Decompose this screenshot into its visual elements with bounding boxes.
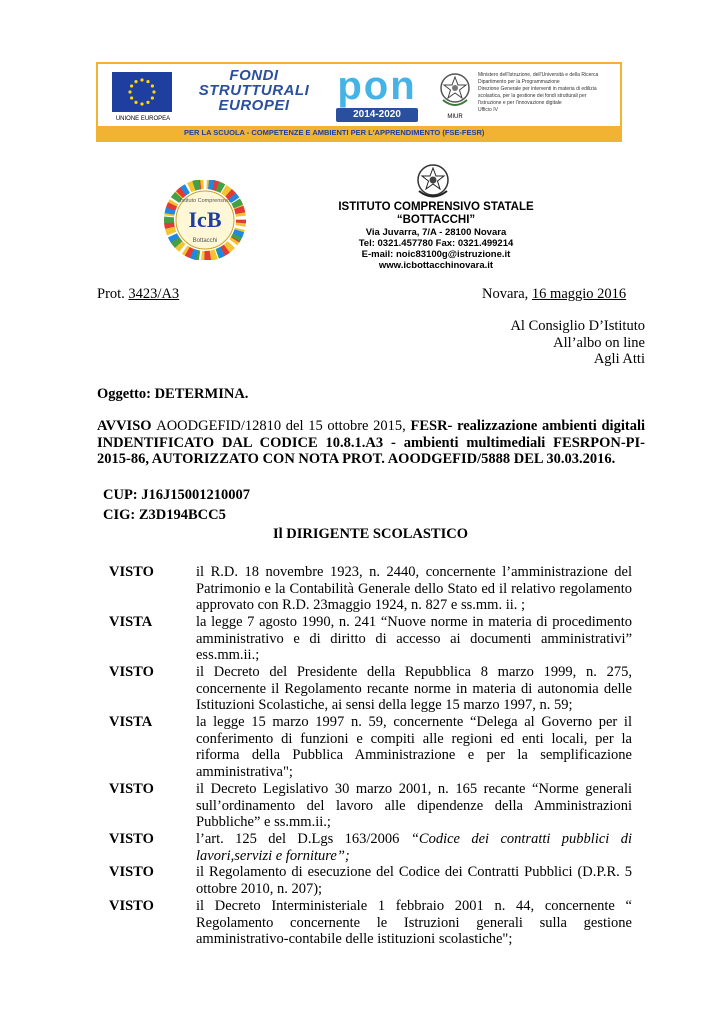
pon-years: 2014-2020: [336, 108, 418, 122]
prot-value: 3423/A3: [128, 286, 180, 302]
logo-letters: IcB: [188, 207, 222, 232]
consideration-label: VISTA: [109, 614, 153, 630]
consideration-label: VISTO: [109, 664, 154, 680]
recipients: [400, 318, 645, 368]
avviso-paragraph: [97, 418, 645, 468]
fondi-line-1: FONDI: [229, 67, 279, 84]
eu-flag-icon: [112, 72, 172, 112]
date-place: Novara,: [482, 286, 532, 302]
pon-banner: [96, 62, 622, 142]
banner-strip: PER LA SCUOLA - COMPETENZE E AMBIENTI PER L'APPRENDIMENTO (FSE-FESR): [98, 126, 620, 140]
avviso-reference: AOODGEFID/12810 del 15 ottobre 2015,: [156, 418, 411, 434]
consideration-text: il Decreto del Presidente della Repubblica 8 marzo 1999, n. 275, concernente il Regolamento recante norme in materia di autonomia delle Istituzioni Scolastiche, ai sensi della legge 15 marzo 1997, n. 59;: [196, 664, 632, 713]
consideration-text: la legge 15 marzo 1997 n. 59, concernente “Delega al Governo per il conferimento di funzioni e compiti alle regioni ed enti locali, per la riforma della Pubblica Amministrazione e per la semplificazione amministrativa";: [196, 714, 632, 780]
consideration-label: VISTO: [109, 781, 154, 797]
consideration-text: il R.D. 18 novembre 1923, n. 2440, concernente l’amministrazione del Patrimonio e la Contabilità Generale dello Stato ed il relativo regolamento approvato con R.D. 23maggio 1924, n. 827 e ss.mm. ii. ;: [196, 564, 632, 613]
dirigente-heading: Il DIRIGENTE SCOLASTICO: [273, 526, 468, 542]
school-logo: [155, 180, 255, 260]
avviso-details: FESR- realizzazione ambienti digitali INDENTIFICATO DAL CODICE 10.8.1.A3 - ambienti multimediali FESRPON-PI-2015-86, AUTORIZZATO CON NOTA PROT. AOODGEFID/5888 DEL 30.03.2016.: [97, 418, 645, 467]
date-value: 16 maggio 2016: [531, 286, 627, 302]
consideration-text: la legge 7 agosto 1990, n. 241 “Nuove norme in materia di procedimento amministrativo e di diritto di accesso ai documenti amministrativi” ess.mm.ii.;: [196, 614, 632, 663]
school-website: www.icbottacchinovara.it: [378, 260, 494, 271]
school-address: Via Juvarra, 7/A - 28100 Novara: [365, 227, 507, 238]
protocol-number: [97, 286, 179, 303]
ministry-text: [478, 72, 618, 114]
ministry-line: Direzione Generale per interventi in materia di edilizia: [478, 86, 597, 92]
recipient: All’albo on line: [553, 334, 645, 351]
pon-logo: [322, 64, 432, 122]
miur-label: MIUR: [447, 114, 463, 120]
consideration-label: VISTO: [109, 564, 154, 580]
pon-text: pon: [337, 64, 417, 108]
consideration-text: il Regolamento di esecuzione del Codice dei Contratti Pubblici (D.P.R. 5 ottobre 2010, n. 207);: [196, 864, 632, 897]
ministry-line: Dipartimento per la Programmazione: [478, 79, 560, 85]
recipient: Agli Atti: [593, 351, 645, 367]
consideration-text: il Decreto Legislativo 30 marzo 2001, n. 165 recante “Norme generali sull’ordinamento del lavoro alle dipendenze della Amministrazioni Pubbliche” e ss.mm.ii.;: [196, 781, 632, 830]
cig-code: CIG: Z3D194BCC5: [103, 507, 226, 523]
republic-emblem-icon: [438, 70, 472, 110]
ministry-line: Ministero dell'Istruzione, dell'Università e della Ricerca: [478, 72, 599, 78]
fondi-line-2: STRUTTURALI: [198, 82, 310, 99]
consideration-text: il Decreto Interministeriale 1 febbraio 2001 n. 44, concernente “ Regolamento concernente le Istruzioni generali sulla gestione amministrativo-contabile delle istituzioni scolastiche";: [196, 898, 632, 947]
consideration-label: VISTO: [109, 831, 154, 847]
consideration-text-italic: “Codice dei contratti pubblici di lavori,servizi e forniture”;: [196, 831, 632, 864]
cup-code: CUP: J16J15001210007: [103, 487, 251, 503]
recipient: Al Consiglio D’Istituto: [510, 318, 645, 334]
consideration-label: VISTO: [109, 864, 154, 880]
eu-label: UNIONE EUROPEA: [115, 116, 171, 122]
prot-label: Prot.: [97, 286, 129, 302]
logo-text-top: Istituto Comprensivo: [179, 198, 231, 204]
document-date: [482, 286, 626, 303]
ministry-line: Ufficio IV: [478, 107, 498, 113]
school-info: [300, 201, 572, 271]
logo-text-bottom: Bottacchi: [192, 238, 218, 244]
ministry-line: l'istruzione e per l'innovazione digitale: [478, 100, 562, 106]
school-email: E-mail: noic83100g@istruzione.it: [361, 249, 511, 260]
avviso-label: AVVISO: [97, 418, 157, 434]
consideration-text: [196, 831, 632, 864]
subject-line: Oggetto: DETERMINA.: [97, 386, 249, 402]
consideration-text-plain: l’art. 125 del D.Lgs 163/2006: [196, 831, 411, 847]
school-name: ISTITUTO COMPRENSIVO STATALE: [338, 201, 534, 213]
school-short-name: “BOTTACCHI”: [396, 214, 476, 226]
fondi-line-3: EUROPEI: [218, 97, 290, 114]
consideration-label: VISTO: [109, 898, 154, 914]
ministry-line: scolastica, per la gestione dei fondi strutturali per: [478, 93, 587, 99]
consideration-label: VISTA: [109, 714, 153, 730]
school-phone: Tel: 0321.457780 Fax: 0321.499214: [358, 238, 514, 249]
republic-emblem-icon: [412, 162, 454, 200]
fondi-strutturali-logo: [188, 68, 320, 113]
